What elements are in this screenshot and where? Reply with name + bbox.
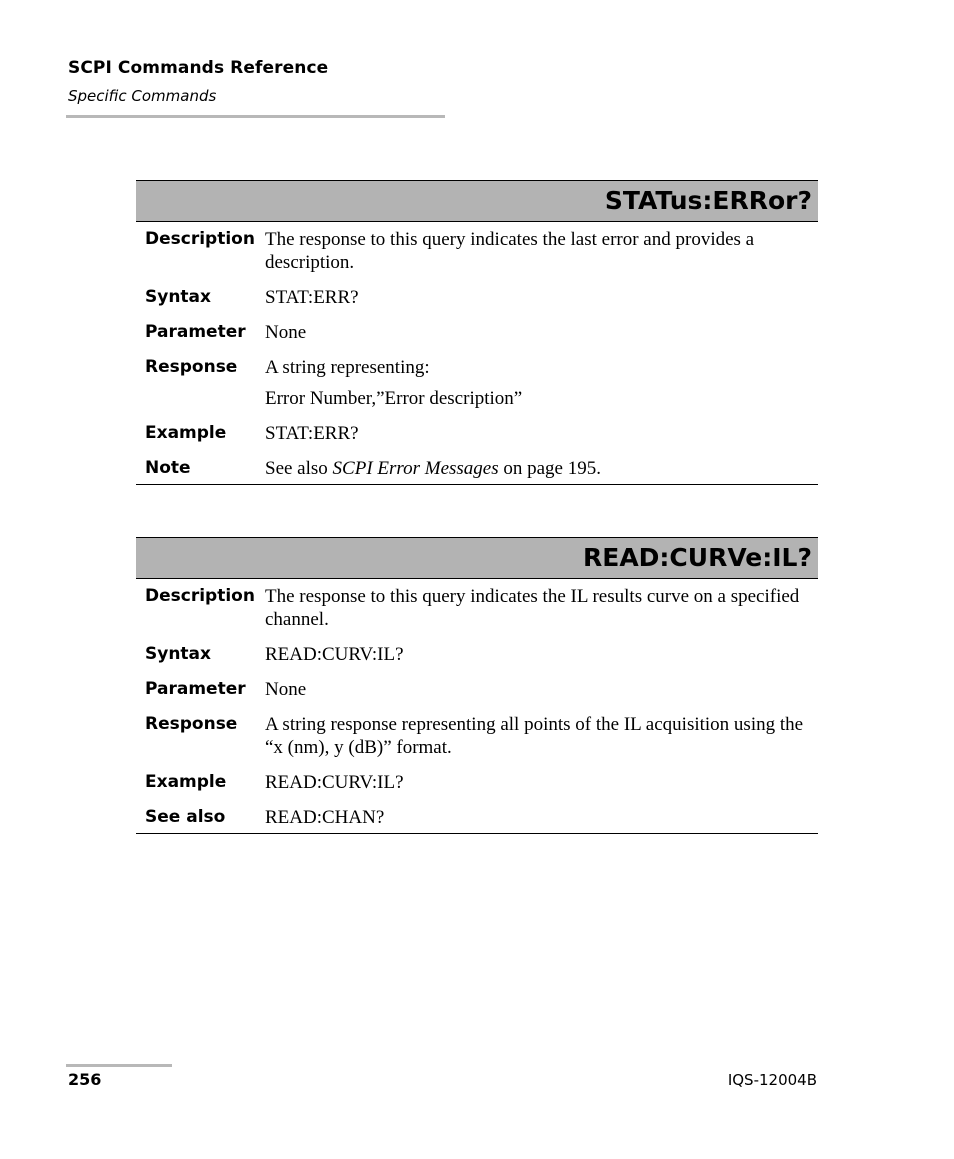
row-label: Note	[145, 458, 191, 478]
row-value: None	[265, 322, 307, 343]
row-label: Syntax	[145, 644, 211, 664]
row-note	[136, 457, 818, 480]
row-value: READ:CHAN?	[265, 807, 385, 828]
row-label: Parameter	[145, 679, 246, 699]
row-description	[136, 585, 818, 631]
row-parameter	[136, 678, 818, 701]
note-prefix: See also	[265, 458, 333, 479]
row-value: STAT:ERR?	[265, 287, 359, 308]
command-block-read-curve-il	[136, 537, 818, 834]
row-label: Syntax	[145, 287, 211, 307]
row-label: Description	[145, 586, 255, 606]
note-suffix: on page 195.	[498, 458, 601, 479]
row-label: Description	[145, 229, 255, 249]
row-value	[265, 356, 818, 410]
row-response	[136, 713, 818, 759]
row-label: Parameter	[145, 322, 246, 342]
row-value: The response to this query indicates the IL results curve on a specified channel.	[265, 586, 800, 630]
row-label: Example	[145, 772, 227, 792]
command-table	[136, 222, 818, 485]
page-number: 256	[68, 1070, 102, 1089]
row-value: READ:CURV:IL?	[265, 772, 404, 793]
row-value: A string response representing all points of the IL acquisition using the “x (nm), y (dB)” format.	[265, 714, 804, 758]
row-parameter	[136, 321, 818, 344]
row-description	[136, 228, 818, 274]
section-title: SCPI Commands Reference	[68, 58, 329, 78]
command-table	[136, 579, 818, 834]
cross-reference-link[interactable]: SCPI Error Messages	[332, 458, 499, 479]
command-block-status-error	[136, 180, 818, 485]
header-divider	[66, 115, 445, 118]
row-label: Example	[145, 423, 227, 443]
section-subtitle: Specific Commands	[68, 87, 217, 105]
command-title: STATus:ERRor?	[136, 180, 818, 222]
command-title: READ:CURVe:IL?	[136, 537, 818, 579]
row-label: See also	[145, 807, 226, 827]
row-syntax	[136, 286, 818, 309]
row-see-also	[136, 806, 818, 829]
response-line-2: Error Number,”Error description”	[265, 388, 523, 409]
row-label: Response	[145, 714, 238, 734]
row-response	[136, 356, 818, 410]
row-value: READ:CURV:IL?	[265, 644, 404, 665]
response-line-1: A string representing:	[265, 357, 430, 378]
row-value: The response to this query indicates the last error and provides a description.	[265, 229, 755, 273]
document-id: IQS-12004B	[727, 1071, 817, 1089]
row-value	[265, 457, 818, 480]
row-label: Response	[145, 357, 238, 377]
row-value: STAT:ERR?	[265, 423, 359, 444]
row-example	[136, 771, 818, 794]
row-value: None	[265, 679, 307, 700]
row-example	[136, 422, 818, 445]
footer-divider	[66, 1064, 172, 1067]
row-syntax	[136, 643, 818, 666]
